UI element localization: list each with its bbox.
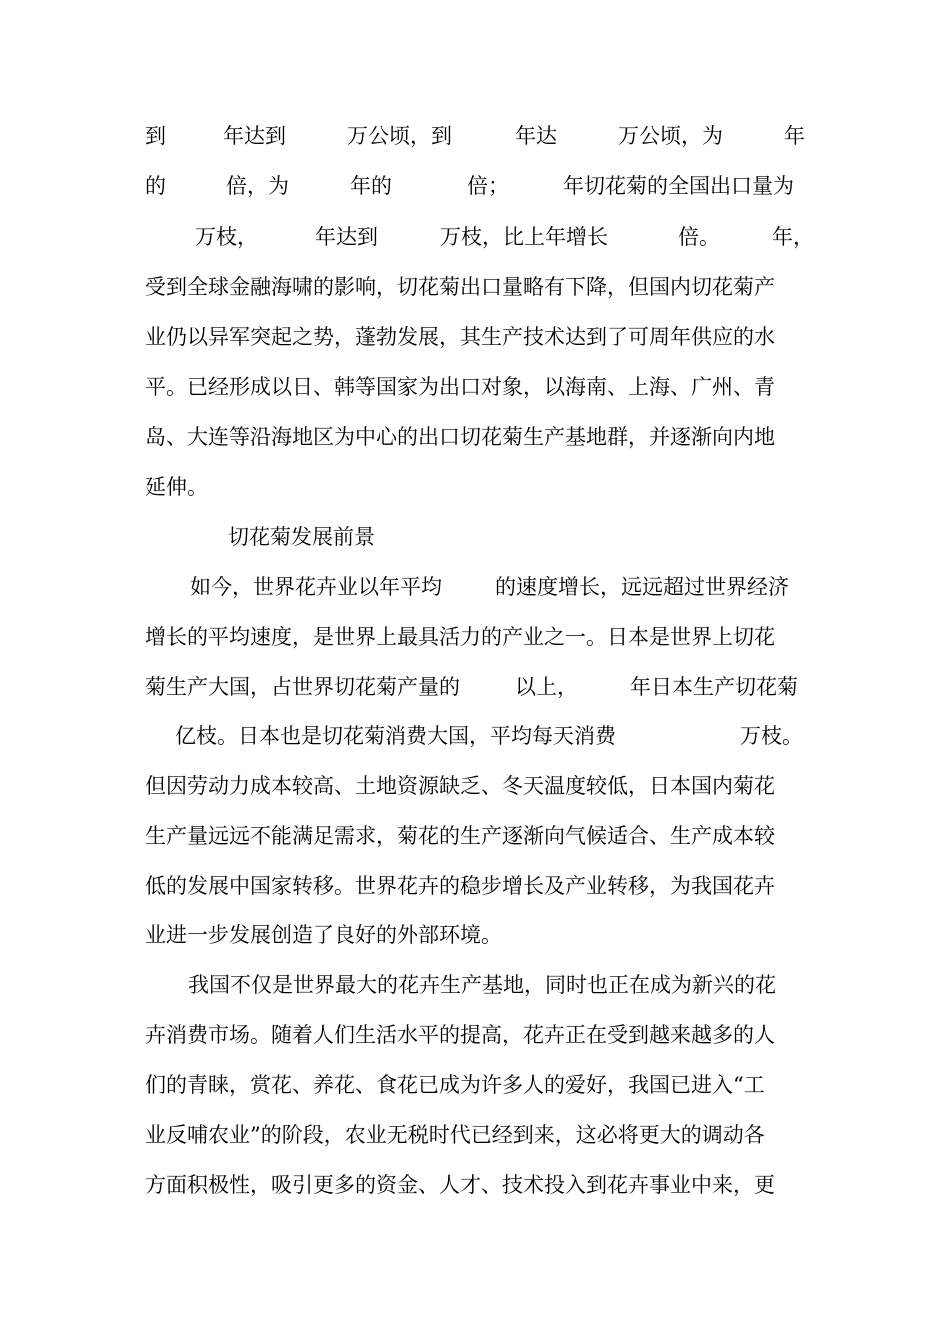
text-segment: 以上， (515, 675, 578, 699)
text-line: 业反哺农业”的阶段，农业无税时代已经到来，这必将更大的调动各 (145, 1123, 765, 1147)
text-segment: 倍，为 (226, 174, 289, 198)
text-line: 们的青睐，赏花、养花、食花已成为许多人的爱好，我国已进入“工 (145, 1073, 765, 1097)
text-line: 业仍以异军突起之势，蓬勃发展，其生产技术达到了可周年供应的水 (145, 325, 775, 349)
text-segment: 亿枝。日本也是切花菊消费大国，平均每天消费 (175, 724, 616, 748)
text-segment: 万枝。 (740, 724, 803, 748)
text-line: 增长的平均速度，是世界上最具活力的产业之一。日本是世界上切花 (145, 625, 775, 649)
text-segment: 年 (784, 124, 805, 148)
text-segment: 如今，世界花卉业以年平均 (190, 575, 442, 599)
text-segment: 到 (145, 124, 166, 148)
text-segment: 年的 (350, 174, 392, 198)
text-segment: 万枝，比上年增长 (440, 225, 608, 249)
text-segment: 年切花菊的全国出口量为 (563, 174, 794, 198)
text-segment: 年达 (515, 124, 557, 148)
text-line: 岛、大连等沿海地区为中心的出口切花菊生产基地群，并逐渐向内地 (145, 425, 775, 449)
text-line: 受到全球金融海啸的影响，切花菊出口量略有下降，但国内切花菊产 (145, 275, 775, 299)
text-segment: 万公顷，为 (618, 124, 723, 148)
text-segment: 年达到 (315, 225, 378, 249)
text-line: 业进一步发展创造了良好的外部环境。 (145, 923, 502, 947)
text-segment: 年日本生产切花菊 (630, 675, 798, 699)
text-line: 生产量远远不能满足需求，菊花的生产逐渐向气候适合、生产成本较 (145, 824, 775, 848)
text-line: 延伸。 (145, 475, 208, 499)
text-line: 平。已经形成以日、韩等国家为出口对象，以海南、上海、广州、青 (145, 375, 775, 399)
text-segment: 倍； (467, 174, 509, 198)
text-segment: 的 (145, 174, 166, 198)
section-heading: 切花菊发展前景 (228, 525, 375, 549)
text-line: 低的发展中国家转移。世界花卉的稳步增长及产业转移，为我国花卉 (145, 874, 775, 898)
text-line: 但因劳动力成本较高、土地资源缺乏、冬天温度较低，日本国内菊花 (145, 774, 775, 798)
text-segment: 万公顷，到 (347, 124, 452, 148)
text-segment: 年达到 (223, 124, 286, 148)
text-segment: 万枝， (195, 225, 258, 249)
text-line: 卉消费市场。随着人们生活水平的提高，花卉正在受到越来越多的人 (145, 1023, 775, 1047)
text-segment: 倍。 (678, 225, 720, 249)
text-line: 我国不仅是世界最大的花卉生产基地，同时也正在成为新兴的花 (188, 973, 776, 997)
text-line: 方面积极性，吸引更多的资金、人才、技术投入到花卉事业中来，更 (145, 1173, 775, 1197)
text-segment: 年， (772, 225, 814, 249)
text-segment: 菊生产大国，占世界切花菊产量的 (145, 675, 460, 699)
text-segment: 的速度增长，远远超过世界经济 (495, 575, 789, 599)
